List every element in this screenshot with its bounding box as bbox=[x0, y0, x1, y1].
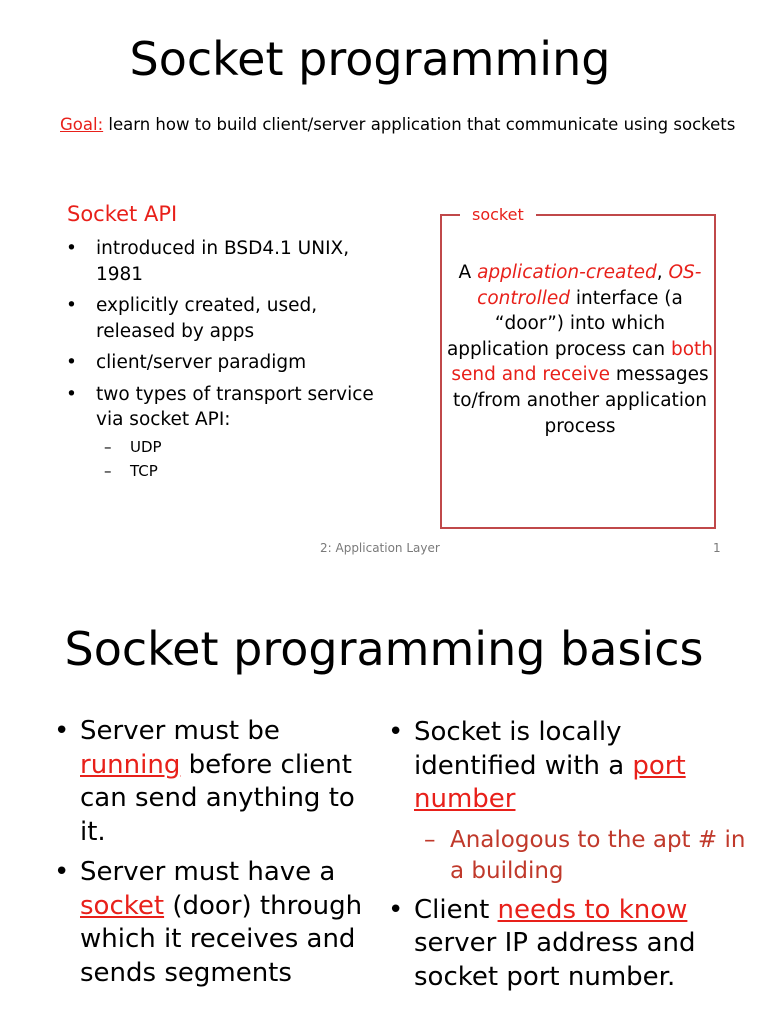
list-item bbox=[66, 382, 386, 483]
goal-label: Goal: bbox=[60, 115, 104, 134]
socket-box-legend: socket bbox=[460, 205, 536, 225]
definition-part: A bbox=[458, 262, 478, 283]
bullet-text: Client bbox=[414, 894, 498, 925]
definition-part: interface (a “door”) into which application process can bbox=[446, 287, 683, 360]
bullet-text: before client can send anything to it. bbox=[80, 749, 355, 847]
page-number: 1 bbox=[713, 541, 721, 555]
bullet-text: (door) through which it receives and sends segments bbox=[80, 890, 363, 988]
bullet-text: Server must be bbox=[80, 716, 280, 746]
left-bullet-column bbox=[54, 715, 374, 997]
slide-1-title: Socket programming bbox=[129, 32, 611, 86]
sub-list-item-tcp: – TCP bbox=[96, 459, 386, 483]
socket-api-list bbox=[66, 236, 386, 489]
definition-highlight: both send and receive bbox=[451, 338, 714, 386]
slide-2 bbox=[0, 570, 768, 1024]
sub-list-item-udp: – UDP bbox=[96, 435, 386, 459]
definition-part: , bbox=[656, 262, 669, 283]
socket-definition-box bbox=[440, 205, 716, 529]
keyword-needs-to-know: needs to know bbox=[497, 894, 688, 925]
slide-footer: 2: Application Layer bbox=[320, 541, 440, 555]
transport-types-list bbox=[96, 435, 386, 483]
list-item bbox=[54, 856, 374, 990]
definition-part: messages to/from another application process bbox=[452, 364, 709, 437]
goal-paragraph bbox=[60, 113, 768, 136]
keyword-running: running bbox=[80, 749, 181, 780]
list-item bbox=[388, 894, 748, 995]
bullet-text: Server must have a bbox=[80, 857, 336, 887]
list-item: • explicitly created, used, released by apps bbox=[66, 293, 386, 344]
keyword-socket: socket bbox=[80, 890, 165, 921]
list-item bbox=[54, 715, 374, 849]
right-bullet-column bbox=[388, 716, 748, 1001]
list-item bbox=[388, 716, 748, 887]
slide-2-title: Socket programming basics bbox=[64, 622, 704, 676]
socket-definition-text bbox=[446, 260, 714, 439]
definition-highlight: OS-controlled bbox=[477, 262, 702, 309]
list-item: • introduced in BSD4.1 UNIX, 1981 bbox=[66, 236, 386, 287]
sub-list bbox=[414, 825, 748, 887]
list-item: • client/server paradigm bbox=[66, 350, 386, 376]
list-item-text: two types of transport service via socket API: bbox=[96, 383, 374, 430]
sub-list-item: – Analogous to the apt # in a building bbox=[414, 825, 748, 887]
socket-api-heading: Socket API bbox=[67, 202, 178, 226]
definition-highlight: application-created bbox=[477, 262, 657, 283]
bullet-text: Socket is locally identified with a bbox=[414, 717, 633, 781]
goal-text: learn how to build client/server application that communicate using sockets bbox=[103, 115, 736, 134]
bullet-text: server IP address and socket port number. bbox=[414, 928, 696, 992]
keyword-port-number: port number bbox=[414, 750, 686, 814]
